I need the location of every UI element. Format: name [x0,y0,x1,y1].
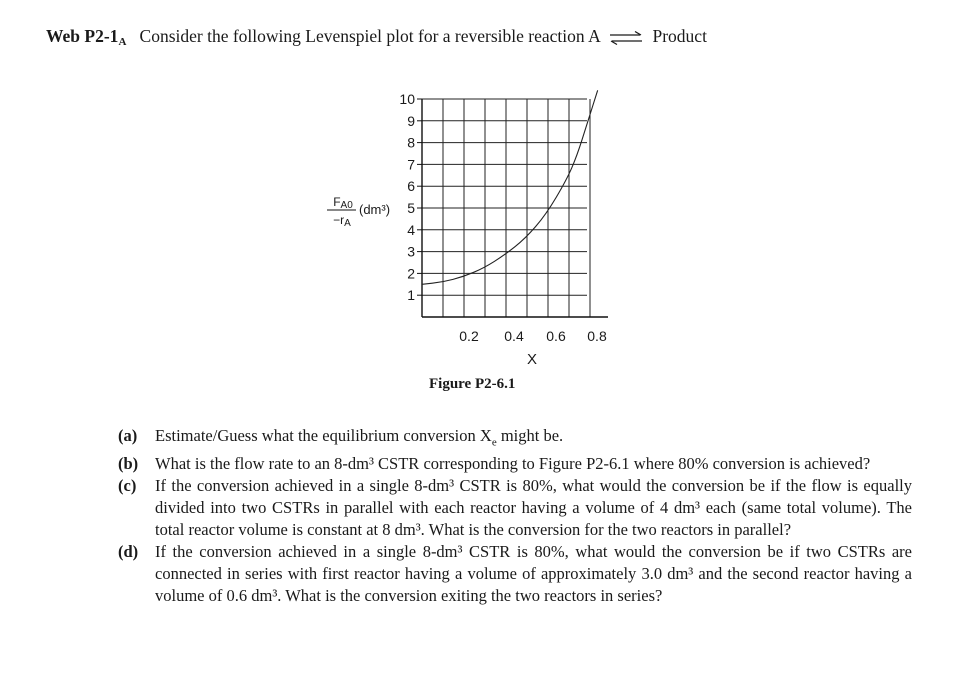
question-b [118,453,912,475]
y-tick-label: 9 [407,112,415,129]
plot-curve [422,90,598,284]
question-label: (a) [118,426,138,445]
y-tick-label: 1 [407,287,415,304]
question-text: If the conversion achieved in a single 8-dm³ CSTR is 80%, what would the conversion be if the flow is equally divided into two CSTRs in parallel with each reactor having a volume of 4 dm³ each (same total volume). The total reactor volume is constant at 8 dm³. What is the conversion for the two reactors in parallel? [155,476,912,540]
question-list [118,425,912,607]
x-tick-label: 0.6 [546,328,566,344]
y-label-numerator: FA0 [333,195,353,211]
x-axis-label: X [526,351,538,368]
y-tick-label: 7 [407,156,415,173]
y-tick-label: 3 [407,243,415,260]
levenspiel-curve [422,90,598,284]
x-tick-label: 0.4 [504,328,524,344]
y-tick-label: 5 [407,200,415,216]
y-tick-label: 10 [399,91,415,107]
y-tick-label: 2 [407,265,415,282]
question-d [118,541,912,607]
y-tick-label: 4 [407,221,415,238]
x-tick-label: 0.2 [459,328,479,344]
product-label: Product [652,26,707,46]
y-tick-label: 8 [407,134,415,151]
y-label-units: (dm³) [359,202,391,217]
x-tick-label: 0.8 [587,328,607,344]
problem-statement: Consider the following Levenspiel plot for a reversible reaction A [139,26,600,46]
question-text: What is the flow rate to an 8-dm³ CSTR corresponding to Figure P2-6.1 where 80% conversion is achieved? [155,454,871,474]
question-a [118,425,912,453]
question-c [118,475,912,541]
question-label: (b) [118,454,139,474]
y-tick-label: 6 [407,178,415,195]
problem-id: Web $P2-1_A$ [46,26,127,48]
question-label: (c) [118,476,137,496]
plot-grid [422,99,590,317]
plot-ticks [417,99,422,295]
question-text: Estimate/Guess what the equilibrium conversion $X_e$ might be. [155,426,564,449]
y-label-denominator: −rA [333,213,351,229]
question-text: If the conversion achieved in a single 8-dm³ CSTR is 80%, what would the conversion be if two CSTRs are connected in series with first reactor having a volume of approximately 3.0 dm³ and the second reactor having a volume of 0.6 dm³. What is the conversion exiting the two reactors in series? [155,542,912,606]
question-label: (d) [118,542,139,562]
